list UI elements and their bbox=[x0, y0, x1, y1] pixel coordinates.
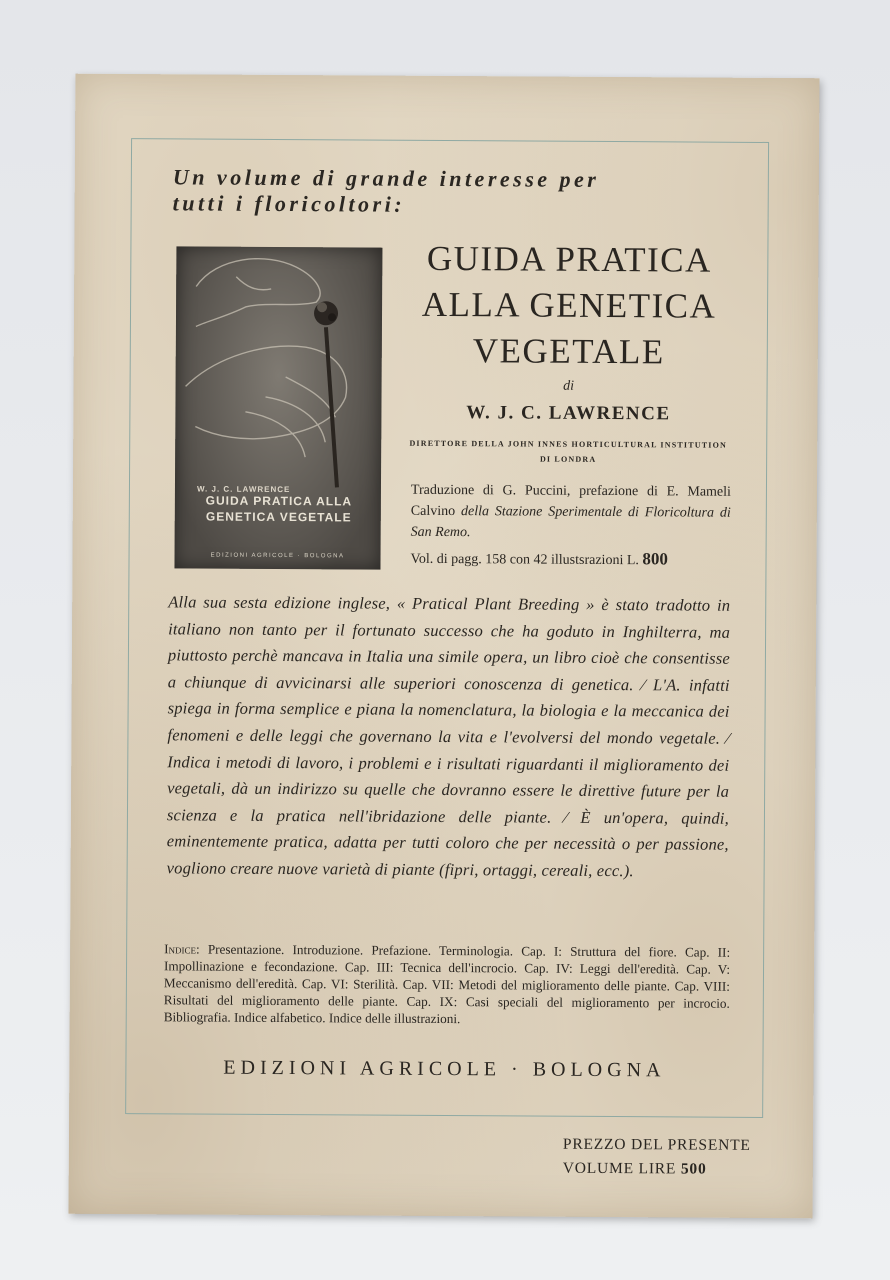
by-label: di bbox=[563, 378, 575, 394]
headline-line-2: tutti i floricoltori: bbox=[172, 190, 406, 217]
translation-institution: della Stazione Sperimentale di Floricoltura di San Remo. bbox=[410, 504, 731, 541]
translation-text: Traduzione di G. Puccini, prefazione di E. Mameli Calvino bbox=[410, 482, 731, 520]
headline-line-1: Un volume di grande interesse per bbox=[172, 164, 600, 192]
cover-author: W. J. C. LAWRENCE bbox=[196, 484, 291, 495]
book-back-cover bbox=[69, 74, 820, 1219]
book-title-line-1: GUIDA PRATICA bbox=[426, 238, 712, 280]
cover-title bbox=[189, 492, 369, 525]
cover-title-line-1: GUIDA PRATICA ALLA bbox=[205, 493, 353, 509]
price-label: VOLUME LIRE bbox=[562, 1159, 681, 1178]
table-of-contents bbox=[164, 940, 731, 1028]
author-affiliation bbox=[403, 436, 733, 468]
book-title bbox=[404, 236, 735, 376]
cover-price bbox=[563, 1133, 763, 1182]
description-paragraph: Alla sua sesta edizione inglese, « Pratical Plant Breeding » è stato tradotto in italiano non tanto per il fortunato successo che ha goduto in Inghilterra, ma piuttosto perchè mancava in Italia una simile opera, un libro cioè che consentisse a chiunque di avvicinarsi alle superiori conoscenza di genetica. ⁄ L'A. infatti spiega in forma semplice e piana la nomenclatura, la biologia e la meccanica dei fenomeni e delle leggi che governano la vita e l'evolversi del mondo vegetale. ⁄ Indica i metodi di lavoro, i problemi e i risultati riguardanti il miglioramento dei vegetali, dà un indirizzo su quelle che dovranno essere le direttive future per la scienza e la pratica nell'ibridazione delle piante. ⁄ È un'opera, quindi, eminentemente pratica, adatta per tutti coloro che per necessità o per passione, vogliono creare nuove varietà di piante (fipri, ortaggi, cereali, ecc.). bbox=[166, 592, 731, 881]
cover-publisher: EDIZIONI AGRICOLE · BOLOGNA bbox=[210, 552, 345, 560]
headline bbox=[173, 164, 733, 219]
affiliation-line-1: DIRETTORE DELLA JOHN INNES HORTICULTURAL INSTITUTION bbox=[409, 438, 728, 450]
cover-title-line-2: GENETICA VEGETALE bbox=[205, 509, 352, 525]
volume-description: Vol. di pagg. 158 con 42 illustsrazioni L. bbox=[410, 551, 643, 569]
volume-details bbox=[410, 548, 730, 570]
price-line-1: PREZZO DEL PRESENTE bbox=[562, 1135, 751, 1154]
price-line-2 bbox=[563, 1157, 763, 1182]
author-name: W. J. C. LAWRENCE bbox=[466, 402, 671, 425]
index-label: Indice bbox=[164, 941, 197, 957]
index-text: : Presentazione. Introduzione. Prefazione. Terminologia. Cap. I: Struttura del fiore. Cap. II: Impollinazione e fecondazione. Cap. III: Tecnica dell'incrocio. Cap. IV: Leggi dell'eredità. Cap. V: Meccanismo dell'eredità. Cap. VI: Sterilità. Cap. VII: Metodi del miglioramento delle piante. Cap. VIII: Risultati del miglioramento delle piante. Cap. IX: Casi speciali del miglioramento per incrocio. Bibliografia. Indice alfabetico. Indice delle illustrazioni. bbox=[163, 941, 731, 1027]
affiliation-line-2: DI LONDRA bbox=[539, 454, 597, 464]
volume-price: 800 bbox=[642, 549, 668, 569]
price-value: 500 bbox=[680, 1160, 707, 1178]
book-cover-image bbox=[174, 246, 382, 569]
publisher-name: EDIZIONI AGRICOLE · BOLOGNA bbox=[223, 1056, 666, 1082]
translation-credits bbox=[411, 480, 731, 545]
book-title-line-3: VEGETALE bbox=[472, 331, 665, 372]
book-title-line-2: ALLA GENETICA bbox=[421, 284, 717, 326]
